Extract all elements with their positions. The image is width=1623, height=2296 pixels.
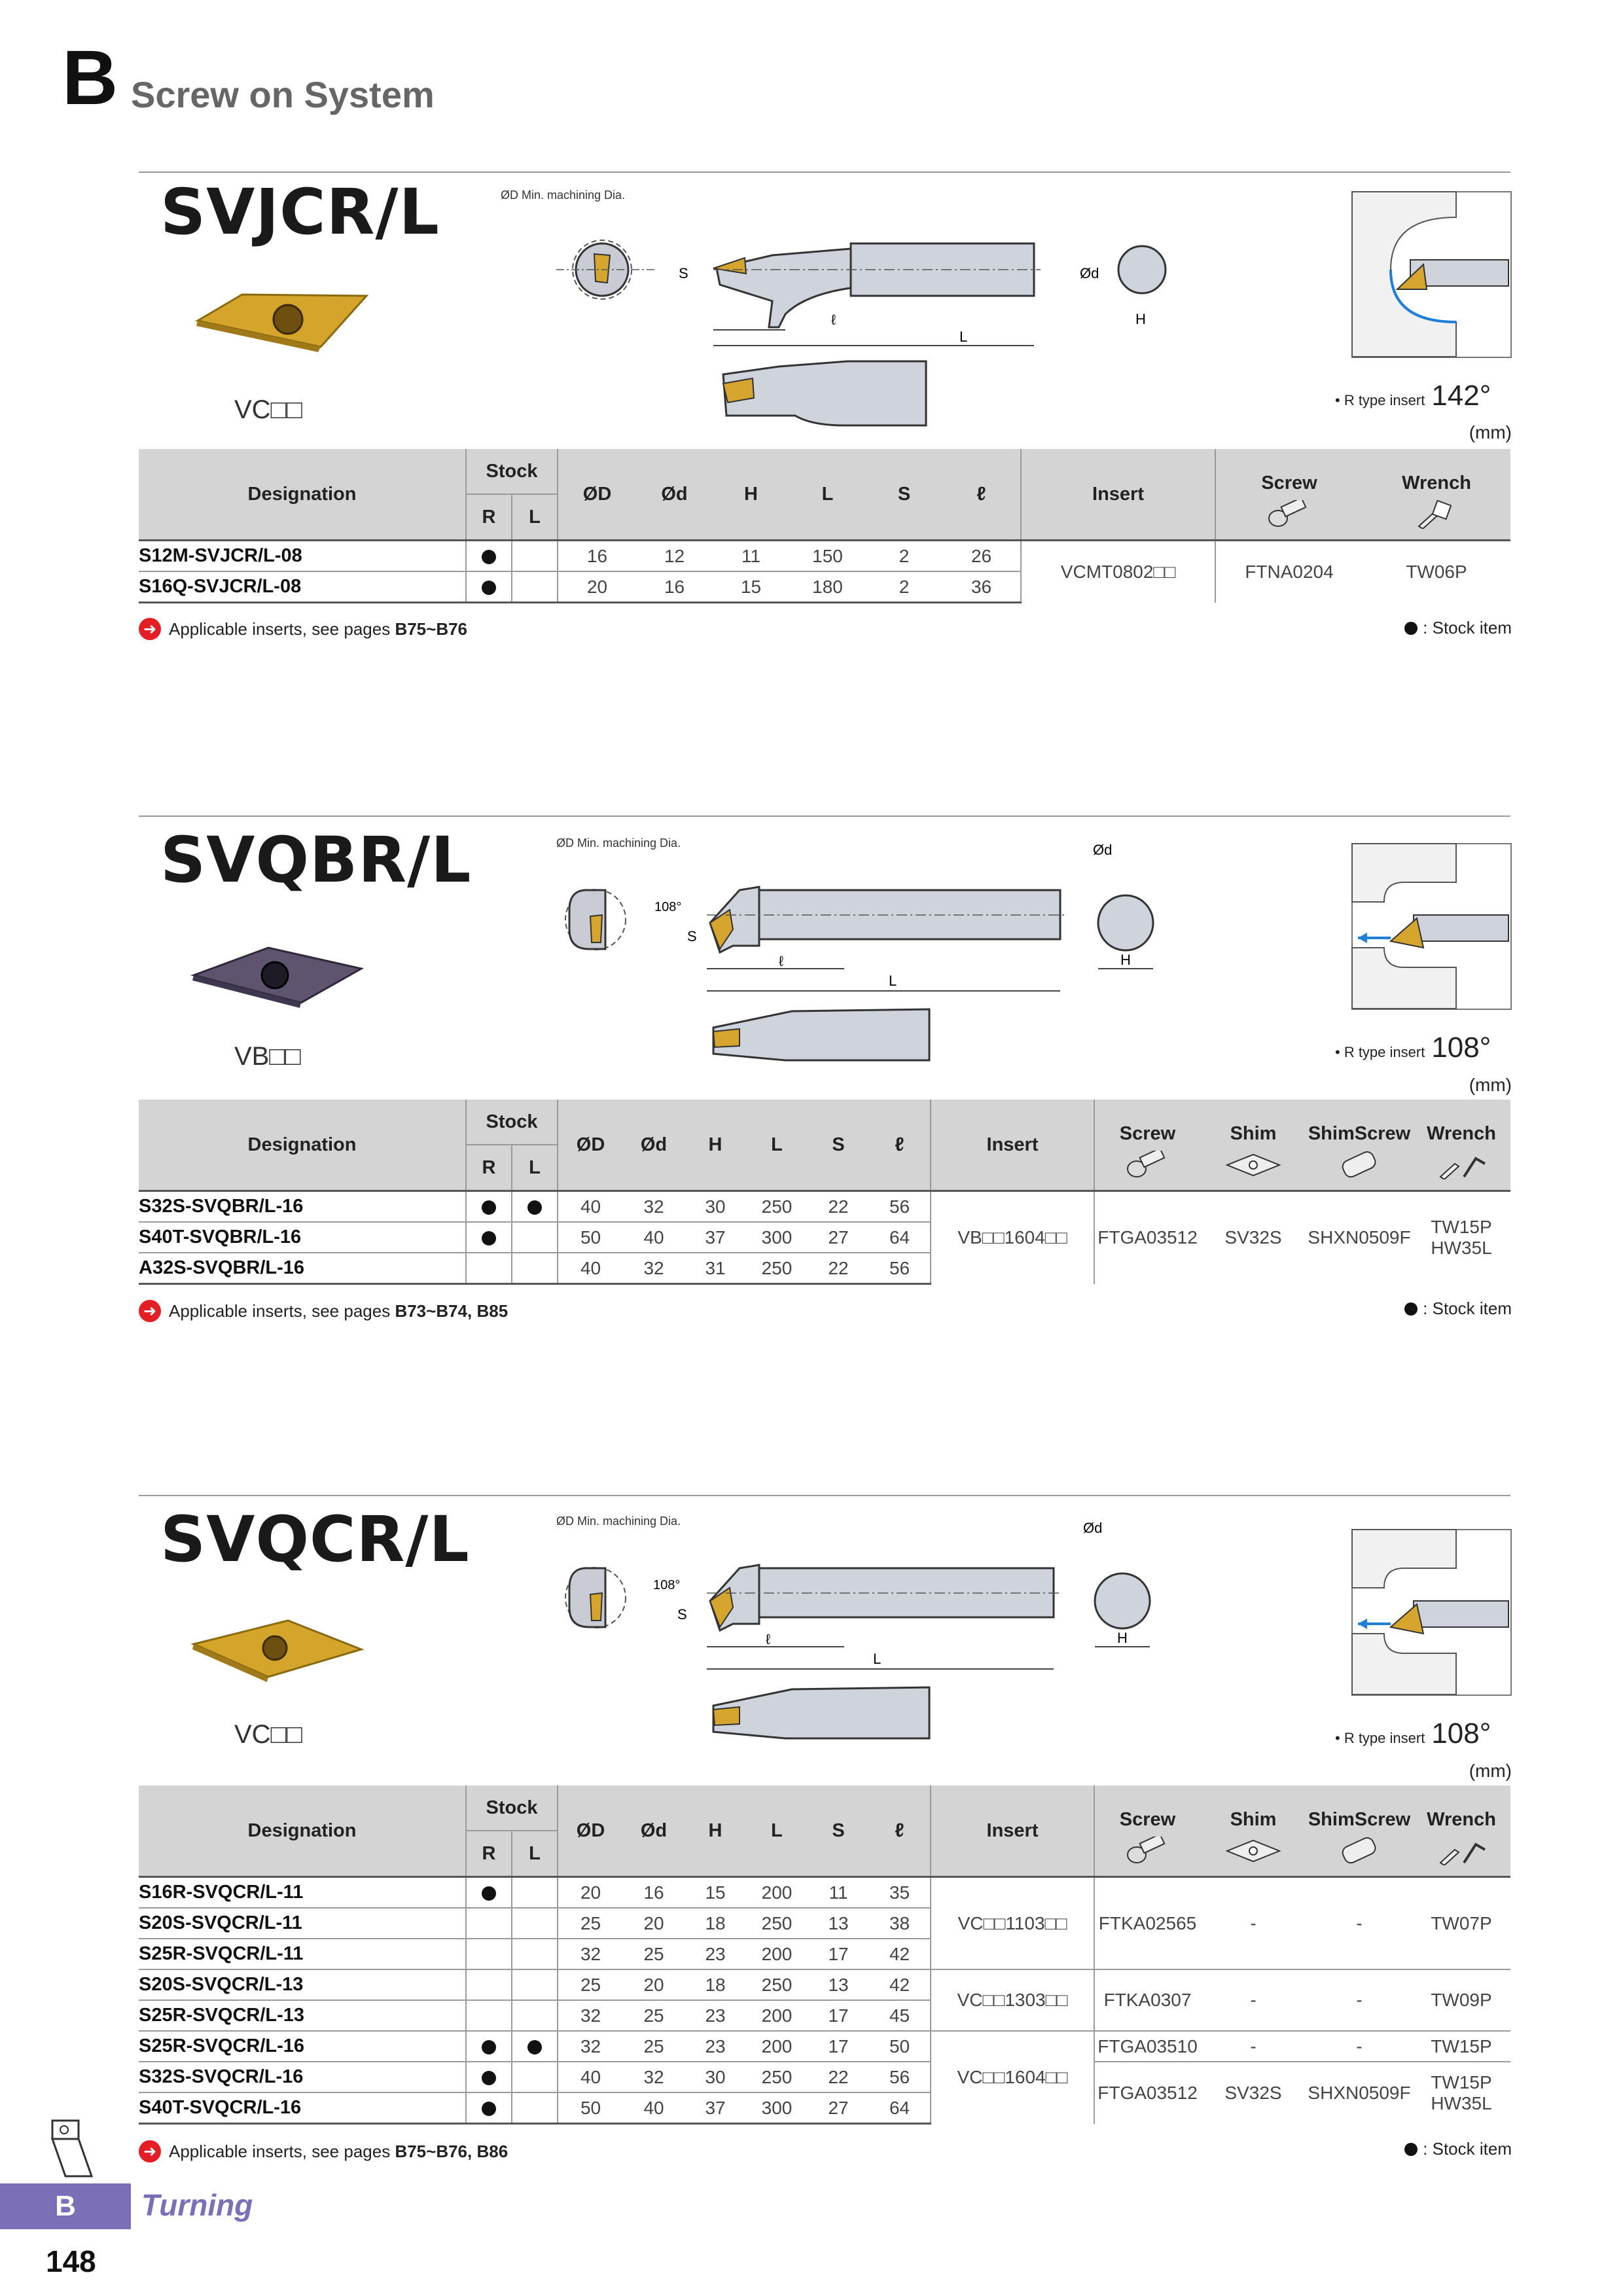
rtype-label: • R type insert (1335, 392, 1425, 408)
stock-r-cell (466, 1969, 512, 2000)
stock-dot (482, 1886, 496, 1901)
wrench-2: HW35L (1431, 1238, 1492, 1259)
col-L: L (746, 1100, 808, 1191)
stock-l-cell (512, 1877, 558, 1909)
applicable-note[interactable] (139, 618, 467, 640)
svg-text:ℓ: ℓ (779, 953, 784, 969)
insert-type-label: VC□□ (234, 395, 302, 424)
cell-S: 22 (808, 1191, 869, 1223)
stock-r-cell (466, 1939, 512, 1969)
stock-legend (1404, 618, 1512, 638)
cell-shim: - (1200, 1969, 1306, 2031)
wrench-icon (1412, 1831, 1510, 1877)
stock-l-cell (512, 2062, 558, 2092)
cell-ell: 56 (869, 1191, 931, 1223)
svg-text:H: H (1135, 311, 1146, 327)
designation-cell: S12M-SVJCR/L-08 (139, 541, 466, 572)
applicable-pages[interactable]: B75~B76 (395, 619, 468, 639)
applicable-pages[interactable]: B73~B74, B85 (395, 1300, 508, 1321)
cell-S: 27 (808, 1222, 869, 1253)
stock-r-cell (466, 2000, 512, 2031)
cell-ell: 64 (869, 1222, 931, 1253)
product-title: SVQBR/L (160, 823, 472, 897)
col-wrench: Wrench (1363, 449, 1510, 494)
cell-shimscrew: - (1306, 1877, 1412, 1970)
cell-d: 12 (636, 541, 713, 572)
cell-H: 37 (685, 2092, 746, 2124)
cell-H: 18 (685, 1908, 746, 1939)
col-l: L (512, 1145, 558, 1191)
col-l: L (512, 1831, 558, 1877)
cell-screw: FTGA03512 (1094, 2062, 1200, 2124)
table-row (139, 2062, 1510, 2092)
cell-H: 30 (685, 2062, 746, 2092)
col-d: Ød (623, 1785, 685, 1877)
svg-text:L: L (959, 329, 968, 345)
turning-tool-icon (39, 2114, 98, 2179)
col-wrench: Wrench (1412, 1785, 1510, 1831)
shim-icon (1200, 1831, 1306, 1877)
section-letter: B (62, 35, 118, 121)
col-L: L (746, 1785, 808, 1877)
col-shimscrew: ShimScrew (1306, 1100, 1412, 1145)
cell-d: 40 (623, 1222, 685, 1253)
cell-D: 40 (558, 2062, 623, 2092)
min-dia-label: ØD Min. machining Dia. (501, 190, 626, 202)
stock-l-cell (512, 1969, 558, 2000)
cell-ell: 35 (869, 1877, 931, 1909)
stock-r-cell (466, 2062, 512, 2092)
stock-dot-icon (1404, 2143, 1418, 2156)
col-designation: Designation (139, 449, 466, 541)
col-ell: ℓ (869, 1785, 931, 1877)
section-divider (139, 816, 1510, 817)
table-row (139, 541, 1510, 572)
insert-type-label: VC□□ (234, 1720, 302, 1749)
cell-d: 20 (623, 1969, 685, 2000)
col-stock: Stock (466, 449, 558, 494)
designation-cell: S32S-SVQCR/L-16 (139, 2062, 466, 2092)
cell-L: 200 (746, 2031, 808, 2062)
cell-wrench: TW07P (1412, 1877, 1510, 1970)
chapter-tab[interactable]: B (0, 2183, 131, 2229)
stock-legend-text: : Stock item (1423, 1299, 1512, 1318)
cell-L: 300 (746, 2092, 808, 2124)
cell-D: 40 (558, 1253, 623, 1284)
applicable-text: Applicable inserts, see pages (169, 2141, 391, 2161)
unit-label: (mm) (1469, 1761, 1512, 1781)
tool-drawing (543, 1516, 1191, 1745)
col-insert: Insert (931, 1785, 1094, 1877)
cell-d: 32 (623, 1191, 685, 1223)
stock-l-cell (512, 2000, 558, 2031)
col-d: Ød (623, 1100, 685, 1191)
cell-S: 17 (808, 2031, 869, 2062)
col-screw: Screw (1094, 1100, 1200, 1145)
svg-text:L: L (889, 973, 897, 989)
col-r: R (466, 494, 512, 541)
screw-icon (1215, 494, 1363, 541)
cell-shim: SV32S (1200, 1191, 1306, 1284)
stock-legend-text: : Stock item (1423, 618, 1512, 637)
cell-S: 13 (808, 1908, 869, 1939)
unit-label: (mm) (1469, 1075, 1512, 1095)
application-diagram (1351, 191, 1512, 358)
cell-shim: SV32S (1200, 2062, 1306, 2124)
designation-cell: S25R-SVQCR/L-11 (139, 1939, 466, 1969)
cell-d: 20 (623, 1908, 685, 1939)
col-S: S (808, 1785, 869, 1877)
chapter-label: Turning (141, 2188, 253, 2222)
cell-d: 25 (623, 2031, 685, 2062)
arrow-right-icon: ➜ (139, 1300, 161, 1322)
svg-text:S: S (687, 928, 697, 944)
section-divider (139, 1495, 1510, 1496)
cell-S: 2 (866, 541, 942, 572)
cell-D: 40 (558, 1191, 623, 1223)
col-wrench: Wrench (1412, 1100, 1510, 1145)
cell-wrench (1412, 2062, 1510, 2124)
cell-ell: 56 (869, 1253, 931, 1284)
stock-legend (1404, 2139, 1512, 2159)
cell-ell: 50 (869, 2031, 931, 2062)
col-H: H (685, 1100, 746, 1191)
shim-icon (1200, 1145, 1306, 1191)
applicable-note[interactable] (139, 2140, 508, 2162)
stock-r-cell (466, 2092, 512, 2124)
col-designation: Designation (139, 1785, 466, 1877)
tool-drawing (543, 838, 1191, 1067)
cell-screw: FTKA02565 (1094, 1877, 1200, 1970)
designation-cell: S20S-SVQCR/L-11 (139, 1908, 466, 1939)
applicable-text: Applicable inserts, see pages (169, 1300, 391, 1321)
tool-drawing (497, 190, 1191, 439)
col-ell: ℓ (869, 1100, 931, 1191)
min-dia-label: ØD Min. machining Dia. (556, 1516, 681, 1528)
spec-table (139, 449, 1510, 603)
stock-dot (482, 1200, 496, 1215)
stock-dot (482, 2040, 496, 2054)
applicable-note[interactable] (139, 1300, 508, 1322)
cell-H: 23 (685, 2031, 746, 2062)
cell-wrench: TW06P (1363, 541, 1510, 603)
stock-r-cell (466, 541, 512, 572)
stock-r-cell (466, 571, 512, 603)
table-row (139, 1191, 1510, 1223)
cell-insert: VC□□1303□□ (931, 1969, 1094, 2031)
arrow-right-icon: ➜ (139, 2140, 161, 2162)
stock-l-cell (512, 1253, 558, 1284)
cell-D: 50 (558, 1222, 623, 1253)
designation-cell: S16R-SVQCR/L-11 (139, 1877, 466, 1909)
section-title: Screw on System (131, 74, 435, 115)
cell-screw: FTKA0307 (1094, 1969, 1200, 2031)
stock-r-cell (466, 1253, 512, 1284)
applicable-text: Applicable inserts, see pages (169, 619, 391, 639)
stock-legend-text: : Stock item (1423, 2139, 1512, 2159)
svg-text:108°: 108° (654, 900, 682, 914)
cell-L: 250 (746, 1253, 808, 1284)
stock-legend (1404, 1299, 1512, 1319)
svg-text:S: S (679, 265, 688, 281)
cell-S: 11 (808, 1877, 869, 1909)
cell-insert: VCMT0802□□ (1021, 541, 1215, 603)
cell-D: 16 (558, 541, 636, 572)
insert-image (190, 942, 366, 1008)
cell-D: 20 (558, 571, 636, 603)
col-r: R (466, 1145, 512, 1191)
designation-cell: S32S-SVQBR/L-16 (139, 1191, 466, 1223)
col-shim: Shim (1200, 1100, 1306, 1145)
cell-D: 20 (558, 1877, 623, 1909)
stock-dot (482, 2102, 496, 2116)
cell-H: 37 (685, 1222, 746, 1253)
cell-H: 23 (685, 1939, 746, 1969)
svg-text:ℓ: ℓ (766, 1631, 771, 1647)
stock-r-cell (466, 2031, 512, 2062)
min-dia-label: ØD Min. machining Dia. (556, 838, 681, 850)
insert-type-label: VB□□ (234, 1042, 301, 1071)
cell-wrench (1412, 1191, 1510, 1284)
table-row (139, 1877, 1510, 1909)
stock-r-cell (466, 1877, 512, 1909)
insert-image (190, 281, 373, 353)
cell-S: 2 (866, 571, 942, 603)
svg-text:L: L (873, 1651, 882, 1667)
designation-cell: S40T-SVQCR/L-16 (139, 2092, 466, 2124)
cell-H: 23 (685, 2000, 746, 2031)
cell-D: 32 (558, 1939, 623, 1969)
wrench-icon (1363, 494, 1510, 541)
cell-d: 16 (636, 571, 713, 603)
stock-r-cell (466, 1222, 512, 1253)
cell-L: 200 (746, 1939, 808, 1969)
cell-L: 250 (746, 1908, 808, 1939)
col-D: ØD (558, 1785, 623, 1877)
cell-H: 11 (713, 541, 789, 572)
wrench-1: TW15P (1431, 2072, 1492, 2092)
col-screw: Screw (1215, 449, 1363, 494)
cell-d: 16 (623, 1877, 685, 1909)
col-H: H (685, 1785, 746, 1877)
col-screw: Screw (1094, 1785, 1200, 1831)
svg-text:108°: 108° (653, 1578, 681, 1592)
col-stock: Stock (466, 1785, 558, 1831)
cell-D: 25 (558, 1969, 623, 2000)
stock-l-cell (512, 2092, 558, 2124)
cell-L: 180 (789, 571, 866, 603)
col-insert: Insert (931, 1100, 1094, 1191)
designation-cell: S20S-SVQCR/L-13 (139, 1969, 466, 2000)
application-diagram (1351, 1529, 1512, 1696)
col-ell: ℓ (942, 449, 1021, 541)
cell-D: 50 (558, 2092, 623, 2124)
stock-l-cell (512, 1191, 558, 1223)
wrench-2: HW35L (1431, 2092, 1492, 2113)
cell-wrench: TW15P (1412, 2031, 1510, 2062)
col-S: S (808, 1100, 869, 1191)
cell-L: 250 (746, 1969, 808, 2000)
cell-d: 25 (623, 2000, 685, 2031)
cell-H: 31 (685, 1253, 746, 1284)
spec-table (139, 1100, 1510, 1285)
page-number: 148 (46, 2244, 96, 2278)
stock-l-cell (512, 541, 558, 572)
spec-table (139, 1785, 1510, 2125)
col-l: L (512, 494, 558, 541)
cell-S: 22 (808, 2062, 869, 2092)
cell-L: 150 (789, 541, 866, 572)
wrench-1: TW15P (1431, 1217, 1492, 1238)
cell-ell: 38 (869, 1908, 931, 1939)
col-designation: Designation (139, 1100, 466, 1191)
cell-d: 32 (623, 1253, 685, 1284)
wrench-icon (1412, 1145, 1510, 1191)
cell-L: 300 (746, 1222, 808, 1253)
cell-L: 200 (746, 1877, 808, 1909)
cell-ell: 56 (869, 2062, 931, 2092)
cell-S: 17 (808, 2000, 869, 2031)
insert-angle: 108° (1431, 1031, 1491, 1064)
cell-S: 13 (808, 1969, 869, 2000)
insert-image (190, 1617, 366, 1682)
section-divider (139, 171, 1510, 173)
svg-text:Ød: Ød (1080, 265, 1099, 281)
col-stock: Stock (466, 1100, 558, 1145)
designation-cell: S40T-SVQBR/L-16 (139, 1222, 466, 1253)
cell-screw: FTNA0204 (1215, 541, 1363, 603)
col-insert: Insert (1021, 449, 1215, 541)
col-r: R (466, 1831, 512, 1877)
screw-icon (1094, 1831, 1200, 1877)
col-S: S (866, 449, 942, 541)
cell-H: 18 (685, 1969, 746, 2000)
svg-text:Ød: Ød (1083, 1520, 1103, 1536)
designation-cell: S25R-SVQCR/L-13 (139, 2000, 466, 2031)
svg-text:ℓ: ℓ (831, 312, 836, 328)
stock-l-cell (512, 2031, 558, 2062)
col-L: L (789, 449, 866, 541)
stock-dot (482, 550, 496, 564)
table-row (139, 2031, 1510, 2062)
cell-D: 32 (558, 2031, 623, 2062)
cell-d: 40 (623, 2092, 685, 2124)
cell-H: 15 (685, 1877, 746, 1909)
designation-cell: A32S-SVQBR/L-16 (139, 1253, 466, 1284)
rtype-label: • R type insert (1335, 1730, 1425, 1746)
col-shimscrew: ShimScrew (1306, 1785, 1412, 1831)
svg-text:H: H (1120, 952, 1131, 968)
arrow-right-icon: ➜ (139, 618, 161, 640)
cell-S: 22 (808, 1253, 869, 1284)
svg-text:Ød: Ød (1093, 842, 1113, 858)
cell-L: 250 (746, 1191, 808, 1223)
cell-ell: 64 (869, 2092, 931, 2124)
designation-cell: S25R-SVQCR/L-16 (139, 2031, 466, 2062)
cell-D: 25 (558, 1908, 623, 1939)
insert-angle: 142° (1431, 380, 1491, 412)
cell-insert: VB□□1604□□ (931, 1191, 1094, 1284)
cell-L: 250 (746, 2062, 808, 2092)
stock-l-cell (512, 1939, 558, 1969)
col-D: ØD (558, 449, 636, 541)
stock-dot (482, 2071, 496, 2085)
cell-insert: VC□□1604□□ (931, 2031, 1094, 2124)
stock-dot-icon (1404, 1302, 1418, 1316)
cell-shimscrew: SHXN0509F (1306, 2062, 1412, 2124)
cell-ell: 42 (869, 1939, 931, 1969)
stock-dot (527, 2040, 542, 2054)
svg-text:S: S (677, 1606, 687, 1623)
svg-text:H: H (1117, 1630, 1128, 1646)
cell-shim: - (1200, 2031, 1306, 2062)
cell-S: 17 (808, 1939, 869, 1969)
cell-shim: - (1200, 1877, 1306, 1970)
cell-shimscrew: - (1306, 1969, 1412, 2031)
stock-dot (482, 1231, 496, 1246)
stock-l-cell (512, 571, 558, 603)
cell-d: 32 (623, 2062, 685, 2092)
product-title: SVQCR/L (160, 1503, 470, 1576)
cell-D: 32 (558, 2000, 623, 2031)
product-title: SVJCR/L (160, 175, 440, 249)
screw-icon (1094, 1145, 1200, 1191)
insert-angle: 108° (1431, 1717, 1491, 1749)
cell-ell: 45 (869, 2000, 931, 2031)
stock-r-cell (466, 1191, 512, 1223)
table-row (139, 1969, 1510, 2000)
cell-H: 30 (685, 1191, 746, 1223)
cell-S: 27 (808, 2092, 869, 2124)
cell-ell: 36 (942, 571, 1021, 603)
col-D: ØD (558, 1100, 623, 1191)
shimscrew-icon (1306, 1145, 1412, 1191)
applicable-pages[interactable]: B75~B76, B86 (395, 2141, 508, 2161)
cell-screw: FTGA03512 (1094, 1191, 1200, 1284)
application-diagram (1351, 843, 1512, 1010)
col-d: Ød (636, 449, 713, 541)
cell-ell: 42 (869, 1969, 931, 2000)
stock-l-cell (512, 1222, 558, 1253)
cell-L: 200 (746, 2000, 808, 2031)
stock-l-cell (512, 1908, 558, 1939)
col-H: H (713, 449, 789, 541)
cell-insert: VC□□1103□□ (931, 1877, 1094, 1970)
shimscrew-icon (1306, 1831, 1412, 1877)
stock-dot (482, 581, 496, 595)
rtype-label: • R type insert (1335, 1044, 1425, 1060)
cell-shimscrew: - (1306, 2031, 1412, 2062)
stock-dot (527, 1200, 542, 1215)
cell-ell: 26 (942, 541, 1021, 572)
stock-r-cell (466, 1908, 512, 1939)
cell-screw: FTGA03510 (1094, 2031, 1200, 2062)
cell-shimscrew: SHXN0509F (1306, 1191, 1412, 1284)
cell-wrench: TW09P (1412, 1969, 1510, 2031)
unit-label: (mm) (1469, 422, 1512, 442)
designation-cell: S16Q-SVJCR/L-08 (139, 571, 466, 603)
stock-dot-icon (1404, 622, 1418, 635)
cell-d: 25 (623, 1939, 685, 1969)
cell-H: 15 (713, 571, 789, 603)
col-shim: Shim (1200, 1785, 1306, 1831)
